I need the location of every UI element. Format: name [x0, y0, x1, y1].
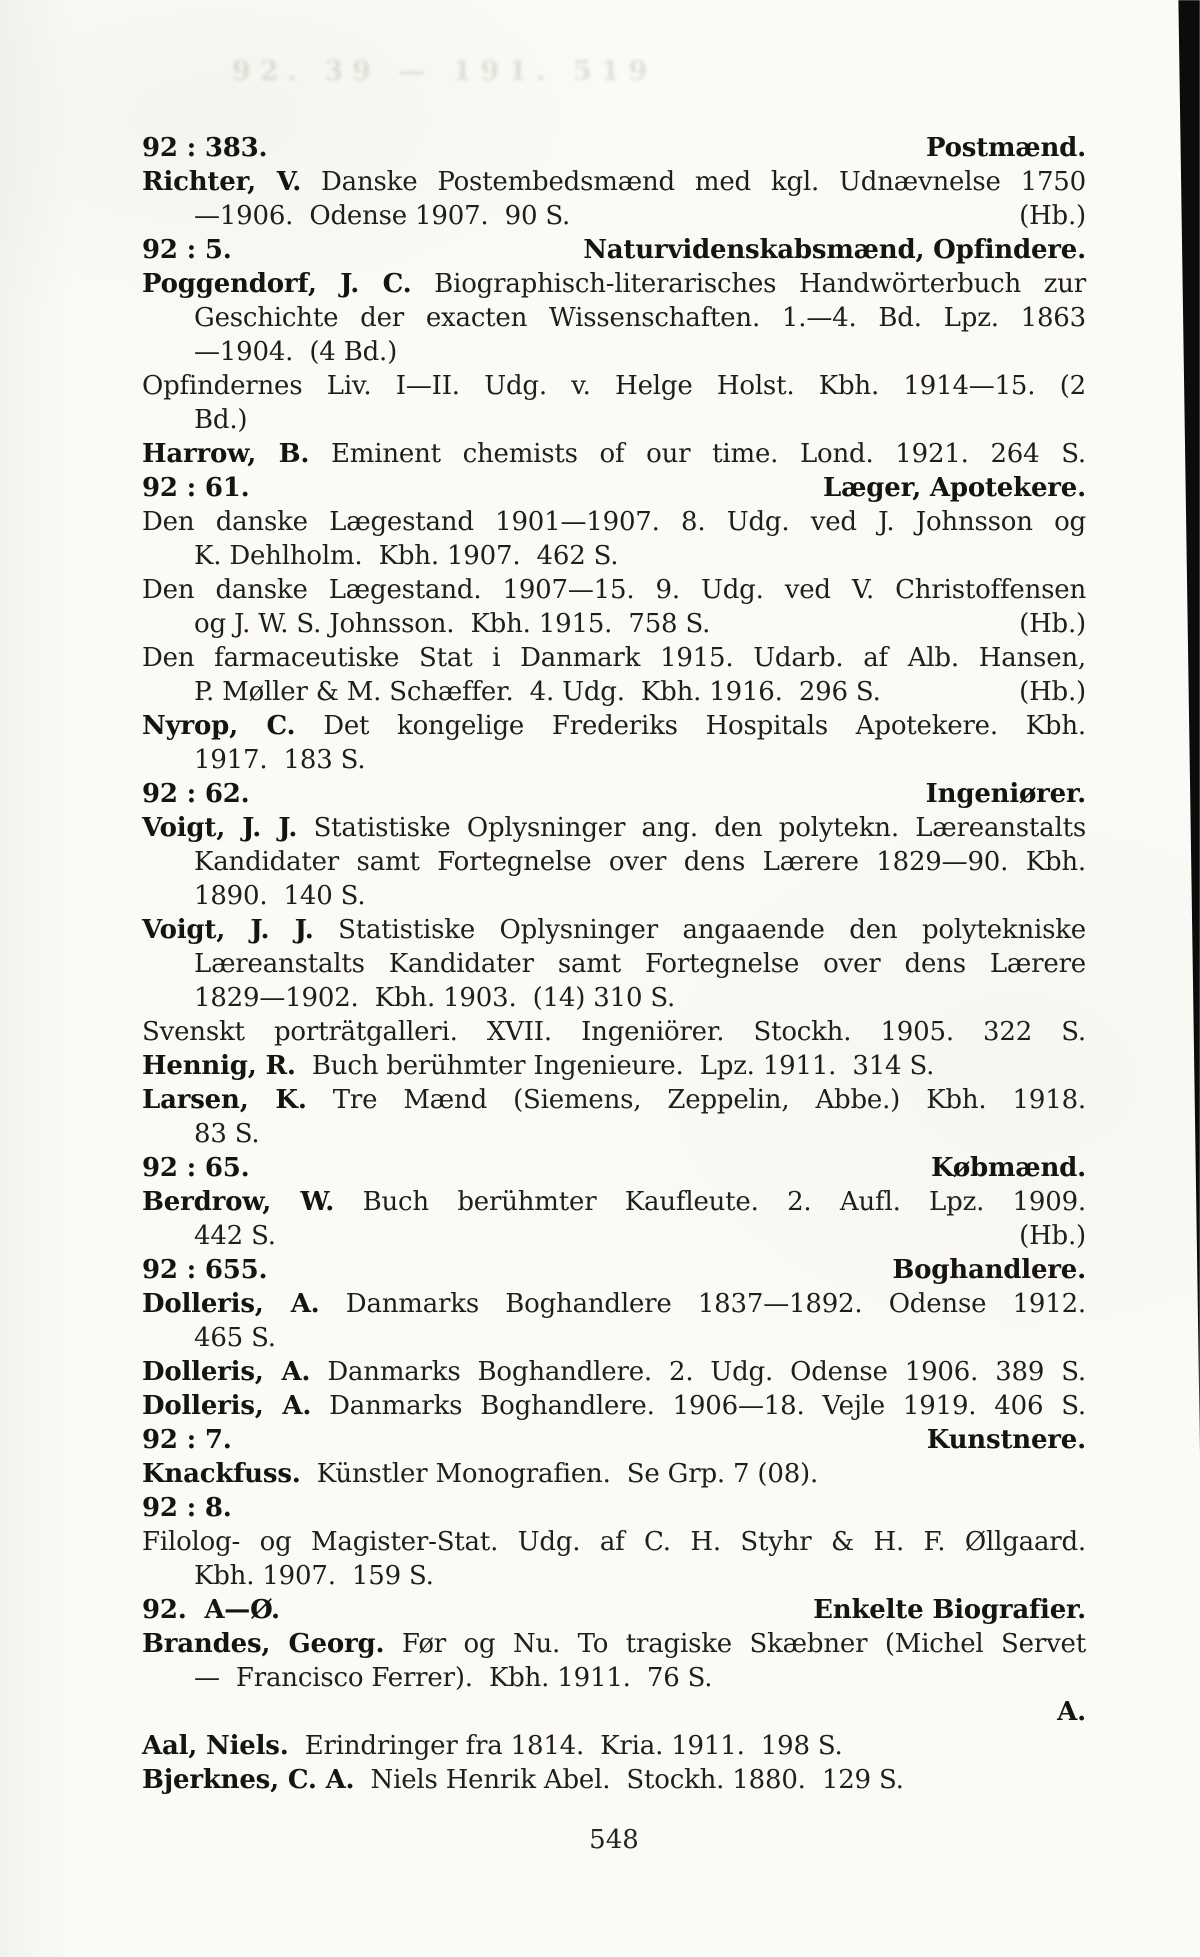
section-title: Enkelte Biografier. — [813, 1595, 1086, 1625]
entry-text: 83 S. — [194, 1119, 260, 1149]
entry-text: Opfindernes Liv. I—II. Udg. v. Helge Holst. Kbh. 1914—15. (2 — [142, 371, 1086, 401]
entry-text: Tre Mænd (Siemens, Zeppelin, Abbe.) Kbh. 1918. — [332, 1085, 1086, 1115]
bib-entry-line — [142, 573, 1086, 607]
entry-headword: Richter, V. — [142, 167, 302, 197]
entry-main — [194, 675, 881, 709]
format-note: (Hb.) — [1019, 1221, 1086, 1251]
section-number: 92 : 62. — [142, 779, 250, 809]
bib-entry-line — [142, 165, 1086, 199]
entry-text: Eminent chemists of our time. Lond. 1921. 264 S. — [330, 439, 1086, 469]
entry-main — [142, 507, 1086, 537]
entry-text: K. Dehlholm. Kbh. 1907. 462 S. — [194, 541, 619, 571]
entry-main — [194, 405, 247, 435]
bib-entry-line — [142, 845, 1086, 879]
entry-text: Buch berühmter Kaufleute. 2. Aufl. Lpz. 1909. — [362, 1187, 1086, 1217]
section-heading — [142, 1491, 1086, 1525]
section-number: 92 : 383. — [142, 133, 268, 163]
entry-main — [194, 303, 1086, 333]
entry-main — [142, 1629, 1086, 1659]
bib-entry-line — [142, 1185, 1086, 1219]
entry-text: Før og Nu. To tragiske Skæbner (Michel Servet — [401, 1629, 1086, 1659]
section-heading — [142, 1593, 1086, 1627]
entry-headword: Voigt, J. J. — [142, 915, 314, 945]
section-heading — [142, 777, 1086, 811]
bib-entry-line — [142, 1457, 1086, 1491]
entry-main — [194, 1561, 434, 1591]
format-note: (Hb.) — [1019, 677, 1086, 707]
entry-text: Niels Henrik Abel. Stockh. 1880. 129 S. — [362, 1765, 904, 1795]
entry-main — [194, 607, 710, 641]
bib-entry-line — [142, 1219, 1086, 1253]
bib-entry-line — [142, 1559, 1086, 1593]
entry-text: Kbh. 1907. 159 S. — [194, 1561, 434, 1591]
entry-main — [142, 1051, 934, 1081]
entry-main — [142, 1357, 1086, 1387]
bib-entry-line — [142, 267, 1086, 301]
bib-entry-line — [142, 1287, 1086, 1321]
entry-text: —1904. (4 Bd.) — [194, 337, 398, 367]
section-heading — [142, 1695, 1086, 1729]
section-title: Boghandlere. — [892, 1255, 1086, 1285]
bib-entry-line — [142, 403, 1086, 437]
entry-headword: Dolleris, A. — [142, 1357, 311, 1387]
section-heading — [142, 471, 1086, 505]
entry-text: Danmarks Boghandlere 1837—1892. Odense 1912. — [345, 1289, 1086, 1319]
entry-text: Danmarks Boghandlere. 2. Udg. Odense 1906. 389 S. — [327, 1357, 1086, 1387]
section-heading — [142, 1151, 1086, 1185]
entry-text: Statistiske Oplysninger ang. den polytekn. Læreanstalts — [313, 813, 1086, 843]
entry-headword: Dolleris, A. — [142, 1391, 312, 1421]
entry-main — [142, 643, 1086, 673]
entry-main — [142, 1765, 904, 1795]
bib-entry-line — [142, 1763, 1086, 1797]
entry-main — [142, 711, 1086, 741]
section-number: 92 : 655. — [142, 1255, 268, 1285]
bib-entry-line — [142, 1355, 1086, 1389]
entry-text: 1917. 183 S. — [194, 745, 366, 775]
entry-headword: Harrow, B. — [142, 439, 310, 469]
entry-text: 465 S. — [194, 1323, 276, 1353]
bib-entry-line — [142, 607, 1086, 641]
section-number: 92 : 7. — [142, 1425, 232, 1455]
bib-entry-line — [142, 675, 1086, 709]
entry-text: Den farmaceutiske Stat i Danmark 1915. Udarb. af Alb. Hansen, — [142, 643, 1086, 673]
entry-text: Den danske Lægestand. 1907—15. 9. Udg. ved V. Christoffensen — [142, 575, 1086, 605]
section-number: 92. A—Ø. — [142, 1595, 280, 1625]
section-heading — [142, 1423, 1086, 1457]
entry-text: Erindringer fra 1814. Kria. 1911. 198 S. — [296, 1731, 843, 1761]
bib-entry-line — [142, 1525, 1086, 1559]
entry-text: og J. W. S. Johnsson. Kbh. 1915. 758 S. — [194, 609, 711, 639]
bib-entry-line — [142, 879, 1086, 913]
section-number: 92 : 61. — [142, 473, 250, 503]
section-title: A. — [1057, 1697, 1086, 1727]
entry-main — [194, 745, 365, 775]
section-title: Læger, Apotekere. — [823, 473, 1086, 503]
entry-main — [142, 813, 1086, 843]
entry-main — [142, 1289, 1086, 1319]
entry-text: Læreanstalts Kandidater samt Fortegnelse over dens Lærere — [194, 949, 1086, 979]
entry-text: 1890. 140 S. — [194, 881, 366, 911]
entry-main — [194, 949, 1086, 979]
bib-entry-line — [142, 505, 1086, 539]
entry-text: Filolog- og Magister-Stat. Udg. af C. H. Styhr & H. F. Øllgaard. — [142, 1527, 1086, 1557]
entry-main — [194, 337, 397, 367]
entry-text: Danske Postembedsmænd med kgl. Udnævnelse 1750 — [321, 167, 1086, 197]
entry-text: Danmarks Boghandlere. 1906—18. Vejle 1919. 406 S. — [329, 1391, 1086, 1421]
bib-entry-line — [142, 539, 1086, 573]
entry-main — [142, 1731, 843, 1761]
entry-main — [142, 269, 1086, 299]
section-heading — [142, 131, 1086, 165]
entry-text: 1829—1902. Kbh. 1903. (14) 310 S. — [194, 983, 676, 1013]
bib-entry-line — [142, 947, 1086, 981]
bib-entry-line — [142, 199, 1086, 233]
entry-headword: Poggendorf, J. C. — [142, 269, 412, 299]
section-title: Ingeniører. — [925, 779, 1086, 809]
format-note: (Hb.) — [1019, 201, 1086, 231]
entry-text: P. Møller & M. Schæffer. 4. Udg. Kbh. 1916. 296 S. — [194, 677, 881, 707]
section-number: 92 : 8. — [142, 1493, 232, 1523]
entry-text: Det kongelige Frederiks Hospitals Apotekere. Kbh. — [323, 711, 1086, 741]
entry-headword: Nyrop, C. — [142, 711, 296, 741]
entry-main — [194, 1663, 712, 1693]
entry-headword: Aal, Niels. — [142, 1731, 289, 1761]
entry-main — [142, 167, 1086, 197]
bib-entry-line — [142, 301, 1086, 335]
entry-headword: Brandes, Georg. — [142, 1629, 385, 1659]
entry-headword: Hennig, R. — [142, 1051, 296, 1081]
entry-main — [194, 881, 365, 911]
bib-entry-line — [142, 1661, 1086, 1695]
entry-text: Statistiske Oplysninger angaaende den polytekniske — [338, 915, 1086, 945]
entry-text: Künstler Monografien. Se Grp. 7 (08). — [308, 1459, 819, 1489]
entry-main — [142, 1459, 818, 1489]
section-title: Postmænd. — [925, 133, 1086, 163]
entry-text: Den danske Lægestand 1901—1907. 8. Udg. ved J. Johnsson og — [142, 507, 1086, 537]
format-note: (Hb.) — [1019, 609, 1086, 639]
entry-text: — Francisco Ferrer). Kbh. 1911. 76 S. — [194, 1663, 713, 1693]
entry-main — [142, 575, 1086, 605]
entry-text: Biographisch-literarisches Handwörterbuch zur — [434, 269, 1086, 299]
section-heading — [142, 233, 1086, 267]
entry-text: Bd.) — [194, 405, 248, 435]
entry-main — [142, 1085, 1086, 1115]
entry-headword: Knackfuss. — [142, 1459, 301, 1489]
bib-entry-line — [142, 1049, 1086, 1083]
section-title: Kunstnere. — [926, 1425, 1086, 1455]
entry-headword: Voigt, J. J. — [142, 813, 298, 843]
entry-main — [142, 1527, 1086, 1557]
bleedthrough-text: 92. 39 — 191. 519 — [232, 56, 657, 87]
entry-main — [142, 1187, 1086, 1217]
scan-edge-shadow — [1176, 0, 1200, 1455]
entry-main — [142, 371, 1086, 401]
entry-main — [194, 541, 618, 571]
bib-entry-line — [142, 641, 1086, 675]
entry-main — [194, 1219, 276, 1253]
entry-text: —1906. Odense 1907. 90 S. — [194, 201, 571, 231]
bib-entry-line — [142, 1321, 1086, 1355]
section-heading — [142, 1253, 1086, 1287]
entry-headword: Berdrow, W. — [142, 1187, 335, 1217]
entry-headword: Bjerknes, C. A. — [142, 1765, 355, 1795]
entry-main — [194, 1119, 260, 1149]
bib-entry-line — [142, 743, 1086, 777]
entry-main — [142, 915, 1086, 945]
bib-entry-line — [142, 1083, 1086, 1117]
entry-main — [142, 1017, 1086, 1047]
bib-entry-line — [142, 709, 1086, 743]
bib-entry-line — [142, 369, 1086, 403]
bib-entry-line — [142, 1389, 1086, 1423]
entry-text: 442 S. — [194, 1221, 276, 1251]
entry-main — [142, 439, 1086, 469]
entry-headword: Larsen, K. — [142, 1085, 307, 1115]
section-title: Naturvidenskabsmænd, Opfindere. — [583, 235, 1086, 265]
bib-entry-line — [142, 437, 1086, 471]
entry-text: Buch berühmter Ingenieure. Lpz. 1911. 314 S. — [303, 1051, 935, 1081]
bibliography-content — [142, 131, 1086, 1857]
entry-text: Kandidater samt Fortegnelse over dens Lærere 1829—90. Kbh. — [194, 847, 1086, 877]
bib-entry-line — [142, 1729, 1086, 1763]
entry-main — [194, 847, 1086, 877]
bib-entry-line — [142, 811, 1086, 845]
bib-entry-line — [142, 1627, 1086, 1661]
bib-entry-line — [142, 981, 1086, 1015]
section-number: 92 : 65. — [142, 1153, 250, 1183]
entry-main — [142, 1391, 1086, 1421]
entry-main — [194, 199, 570, 233]
entry-text: Svenskt porträtgalleri. XVII. Ingeniörer. Stockh. 1905. 322 S. — [142, 1017, 1086, 1047]
entry-headword: Dolleris, A. — [142, 1289, 320, 1319]
entry-text: Geschichte der exacten Wissenschaften. 1.—4. Bd. Lpz. 1863 — [194, 303, 1086, 333]
bib-entry-line — [142, 1117, 1086, 1151]
page-number: 548 — [589, 1825, 639, 1855]
entry-main — [194, 983, 675, 1013]
entry-main — [194, 1323, 276, 1353]
bib-entry-line — [142, 1015, 1086, 1049]
section-title: Købmænd. — [930, 1153, 1086, 1183]
bib-entry-line — [142, 913, 1086, 947]
section-number: 92 : 5. — [142, 235, 232, 265]
bib-entry-line — [142, 335, 1086, 369]
